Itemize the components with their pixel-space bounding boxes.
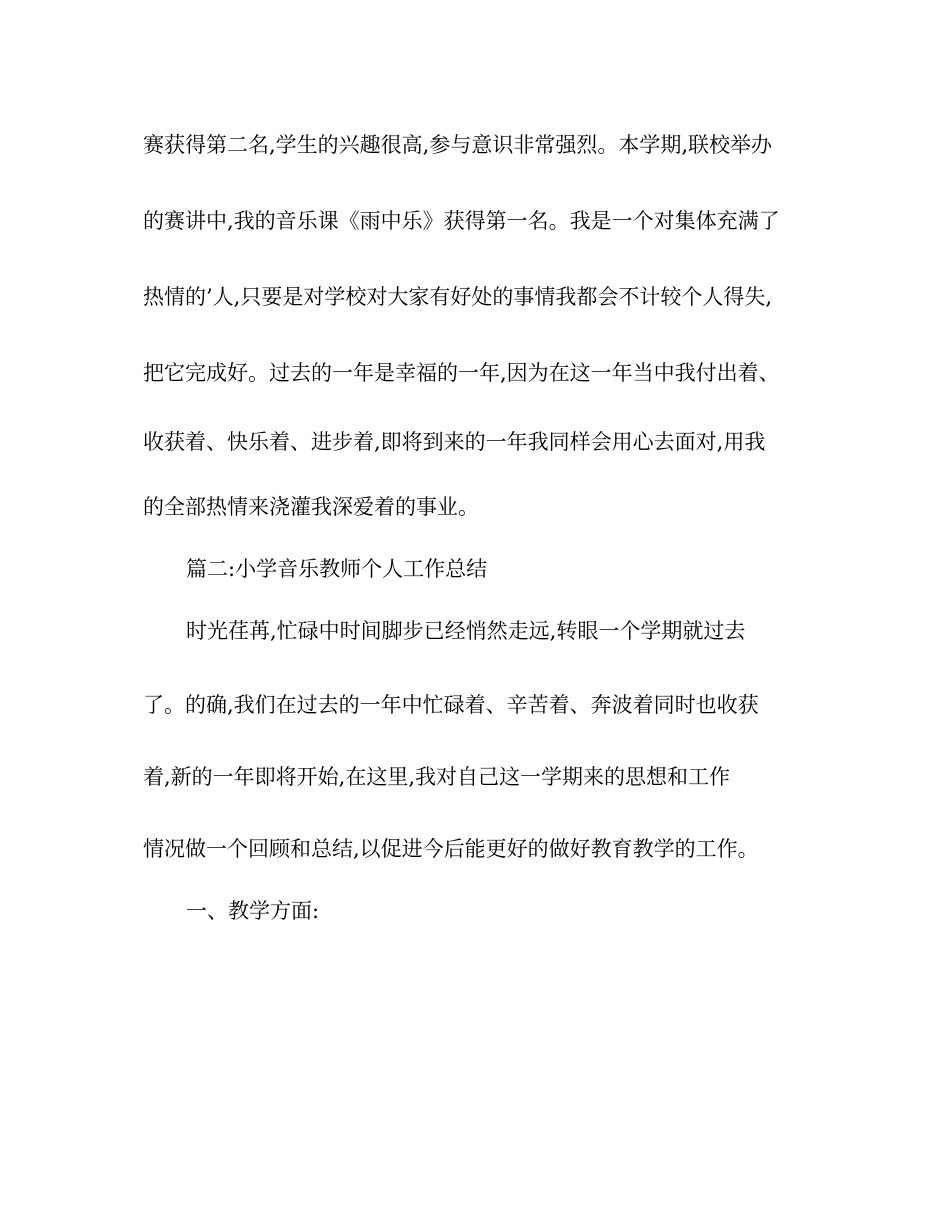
paragraph-line: 时光荏苒,忙碌中时间脚步已经悄然走远,转眼一个学期就过去 (186, 619, 746, 643)
paragraph-line: 了。的确,我们在过去的一年中忙碌着、辛苦着、奔波着同时也收获 (143, 693, 759, 717)
paragraph-line: 赛获得第二名,学生的兴趣很高,参与意识非常强烈。本学期,联校举办 (143, 133, 773, 157)
paragraph-line: 把它完成好。过去的一年是幸福的一年,因为在这一年当中我付出着、 (143, 361, 780, 385)
subsection-heading: 一、教学方面: (186, 899, 320, 923)
paragraph-line: 着,新的一年即将开始,在这里,我对自己这一学期来的思想和工作 (143, 765, 731, 789)
paragraph-line: 收获着、快乐着、进步着,即将到来的一年我同样会用心去面对,用我 (143, 430, 766, 454)
paragraph-line: 的赛讲中,我的音乐课《雨中乐》获得第一名。我是一个对集体充满了 (143, 209, 780, 233)
section-heading: 篇二:小学音乐教师个人工作总结 (186, 557, 488, 581)
paragraph-line: 的全部热情来浇灌我深爱着的事业。 (143, 495, 479, 519)
paragraph-line: 热情的’人,只要是对学校对大家有好处的事情我都会不计较个人得失, (143, 285, 773, 309)
paragraph-line: 情况做一个回顾和总结,以促进今后能更好的做好教育教学的工作。 (143, 837, 759, 861)
